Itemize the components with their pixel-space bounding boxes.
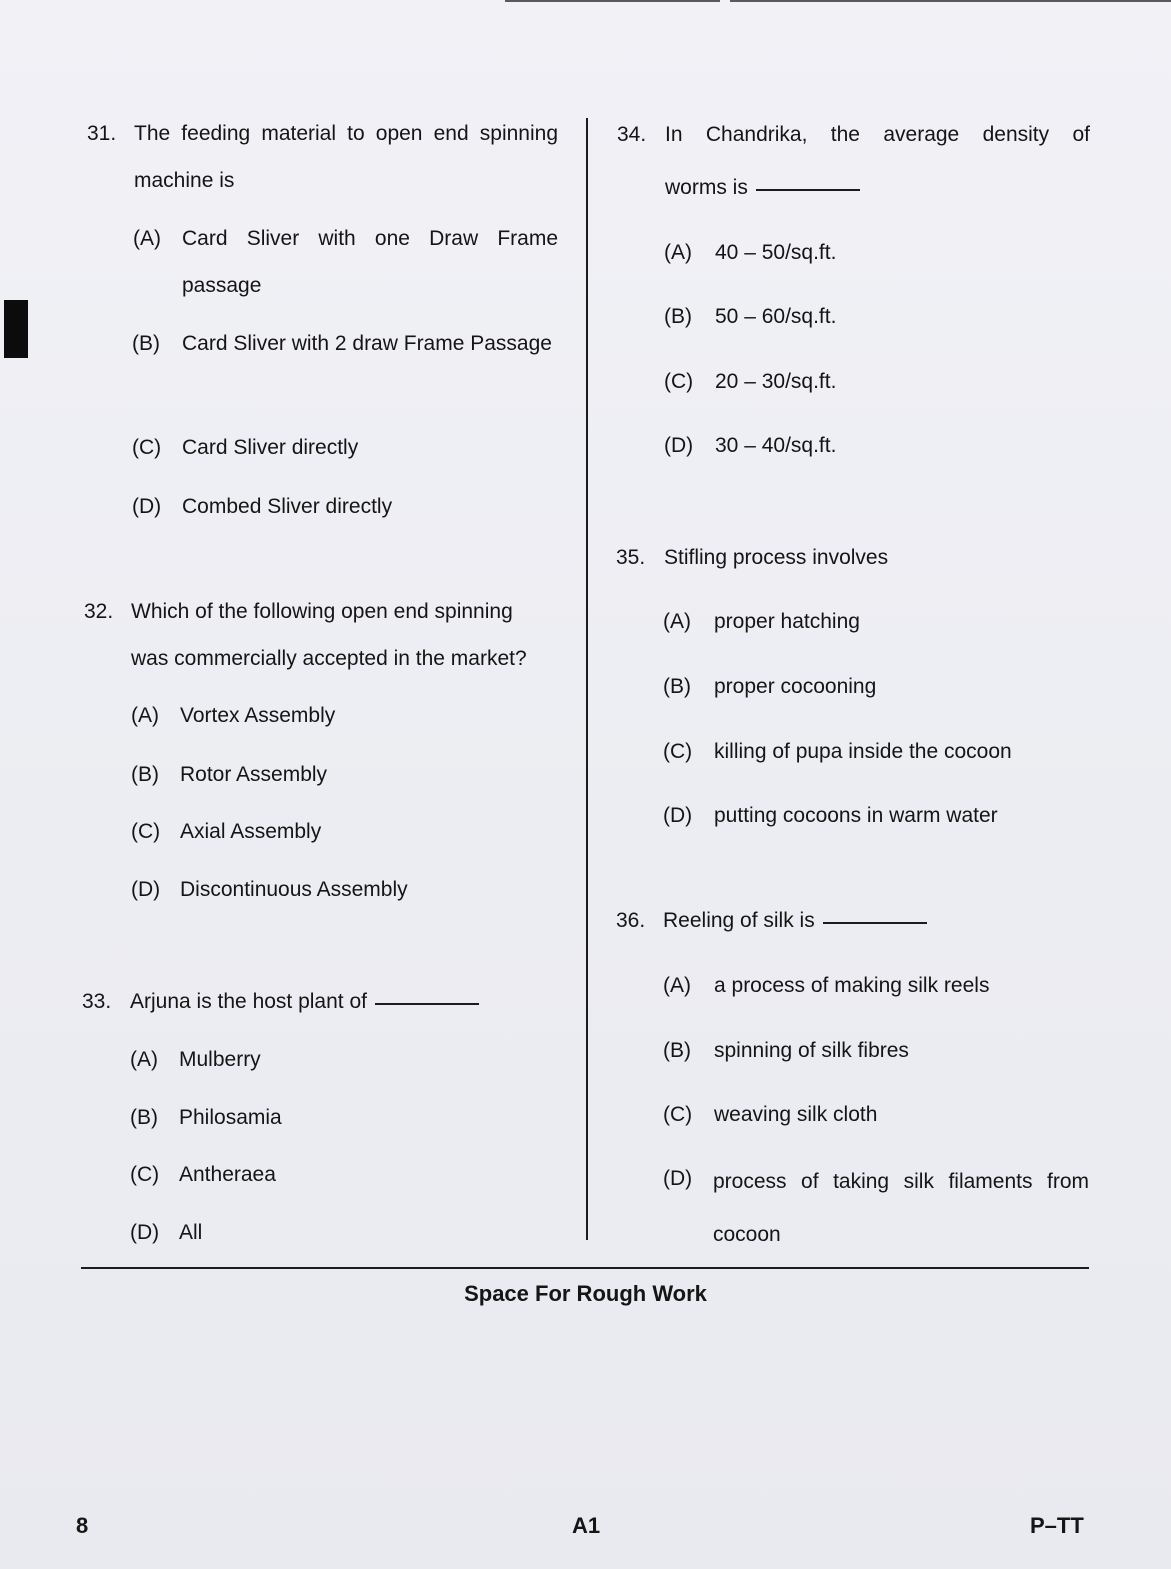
option-text: process of taking silk filaments from cocoon — [713, 1170, 1089, 1246]
top-edge-line — [730, 0, 1171, 2]
option-label: (B) — [130, 1106, 158, 1129]
option-label: (D) — [663, 804, 693, 827]
option-label: (A) — [130, 1048, 158, 1071]
question-number: 34. — [617, 123, 647, 146]
option-text: Combed Sliver directly — [182, 495, 393, 518]
question-text: Stifling process involves — [664, 546, 889, 569]
option-text: weaving silk cloth — [714, 1103, 878, 1126]
option-text: a process of making silk reels — [714, 974, 990, 997]
option-label: (B) — [663, 1039, 691, 1062]
question-text: Which of the following open end spinning — [131, 600, 513, 623]
top-edge-line — [505, 0, 720, 2]
paper-code: P–TT — [1030, 1513, 1084, 1538]
question-text: worms is — [665, 176, 748, 199]
option-text: Card Sliver with one Draw Frame passage — [182, 227, 558, 297]
option-text: Axial Assembly — [180, 820, 322, 843]
option-text: killing of pupa inside the cocoon — [714, 740, 1012, 763]
option-text: proper cocooning — [714, 675, 877, 698]
option-label: (C) — [663, 1103, 693, 1126]
option-text: proper hatching — [714, 610, 860, 633]
option-label: (B) — [664, 305, 692, 328]
option-text: putting cocoons in warm water — [714, 804, 998, 827]
binding-mark — [4, 300, 28, 358]
option-text: 40 – 50/sq.ft. — [715, 241, 837, 264]
option-label: (D) — [132, 495, 162, 518]
question-text: In Chandrika, the average density of — [665, 123, 1090, 146]
footer-rule — [81, 1267, 1089, 1269]
option-text: Mulberry — [179, 1048, 261, 1071]
question-number: 36. — [616, 909, 646, 932]
option-text: Vortex Assembly — [180, 704, 336, 727]
question-number: 35. — [616, 546, 646, 569]
option-label: (D) — [663, 1167, 693, 1190]
option-label: (A) — [663, 610, 691, 633]
answer-blank — [756, 188, 860, 191]
option-text: 50 – 60/sq.ft. — [715, 305, 837, 328]
option-label: (B) — [663, 675, 691, 698]
answer-blank — [375, 1002, 479, 1005]
question-text: Arjuna is the host plant of — [130, 990, 367, 1013]
question-text: machine is — [134, 169, 235, 192]
option-label: (C) — [663, 740, 693, 763]
option-label: (D) — [130, 1221, 160, 1244]
page-number: 8 — [76, 1513, 89, 1538]
question-text: was commercially accepted in the market? — [131, 647, 527, 670]
option-text: Rotor Assembly — [180, 763, 328, 786]
option-label: (A) — [133, 227, 161, 250]
option-label: (A) — [664, 241, 692, 264]
option-text: Card Sliver with 2 draw Frame Passage — [182, 332, 552, 355]
option-text: Discontinuous Assembly — [180, 878, 408, 901]
option-label: (C) — [132, 436, 162, 459]
option-label: (A) — [131, 704, 159, 727]
option-label: (B) — [131, 763, 159, 786]
option-label: (B) — [132, 332, 160, 355]
question-number: 33. — [82, 990, 112, 1013]
option-label: (D) — [664, 434, 694, 457]
question-text: Reeling of silk is — [663, 909, 815, 932]
option-label: (C) — [664, 370, 694, 393]
option-text: spinning of silk fibres — [714, 1039, 909, 1062]
question-number: 31. — [87, 122, 117, 145]
option-text: All — [179, 1221, 203, 1244]
option-text: 30 – 40/sq.ft. — [715, 434, 837, 457]
answer-blank — [823, 921, 927, 924]
column-divider — [586, 118, 588, 1240]
option-text: Antheraea — [179, 1163, 276, 1186]
rough-work-label: Space For Rough Work — [464, 1281, 707, 1306]
option-text: Philosamia — [179, 1106, 282, 1129]
option-text: Card Sliver directly — [182, 436, 359, 459]
option-text: 20 – 30/sq.ft. — [715, 370, 837, 393]
question-text: The feeding material to open end spinning — [134, 122, 558, 145]
set-code: A1 — [572, 1513, 601, 1538]
option-label: (C) — [130, 1163, 160, 1186]
question-number: 32. — [84, 600, 114, 623]
option-label: (C) — [131, 820, 161, 843]
option-label: (A) — [663, 974, 691, 997]
option-label: (D) — [131, 878, 161, 901]
